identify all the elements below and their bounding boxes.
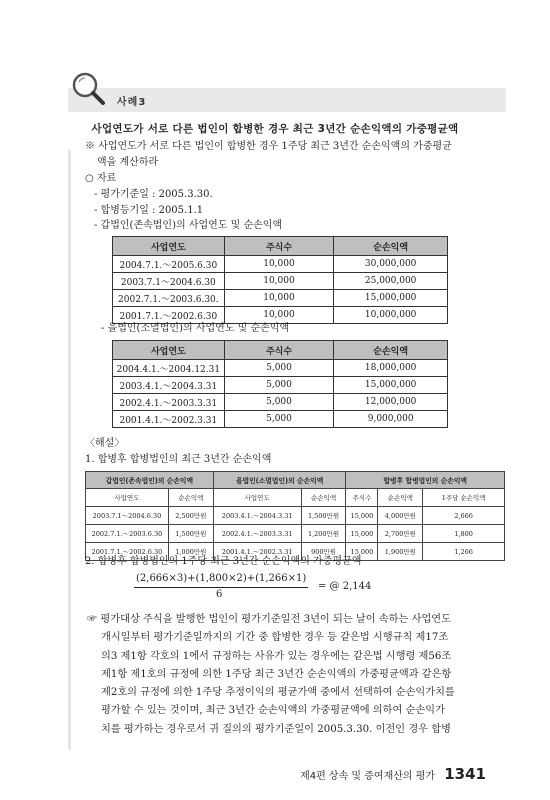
cell: 10,000 bbox=[224, 256, 334, 273]
table-row bbox=[113, 411, 448, 428]
note-line: 평가할 수 있는 것이며, 최근 3년간 순손익액의 가중평균액에 의하여 순손익가 bbox=[101, 705, 445, 717]
cell: 5,000 bbox=[224, 411, 334, 428]
table-row bbox=[86, 525, 505, 543]
cell: 2001.7.1.～2002.6.30 bbox=[113, 307, 225, 324]
cell: 1,500만원 bbox=[168, 525, 213, 543]
data-heading: ○ 자료 bbox=[85, 173, 117, 184]
cell: 2002.4.1.～2003.3.31 bbox=[213, 525, 301, 543]
case-label: 사례3 bbox=[117, 97, 147, 108]
margin-strip bbox=[68, 150, 71, 750]
page-footer bbox=[300, 765, 486, 783]
formula-denominator: 6 bbox=[216, 589, 223, 600]
cell: 10,000 bbox=[224, 273, 334, 290]
group-header-corp-a: 갑법인(존속법인)의 순손익액 bbox=[86, 472, 214, 489]
table-header-row bbox=[113, 237, 448, 256]
cell: 2003.7.1～2004.6.30 bbox=[86, 507, 169, 525]
group-header-merged: 합병후 합병법인의 순손익액 bbox=[346, 472, 505, 489]
cell: 2,666 bbox=[423, 507, 505, 525]
note-line: 제1항 제1호의 규정에 의한 1주당 최근 3년간 순손익액의 가중평균액과 같은항 bbox=[101, 668, 452, 680]
cell: 18,000,000 bbox=[334, 360, 448, 377]
step-2-heading: 2. 합병후 합병법인의 1주당 최근 3년간 순손익액의 가중평균액 bbox=[85, 556, 362, 567]
merge-date: - 합병등기일 : 2005.1.1 bbox=[94, 205, 204, 216]
cell: 5,000 bbox=[224, 360, 334, 377]
sub-header: 1주당 순손익액 bbox=[423, 489, 505, 507]
footer-section-title: 제4편 상속 및 증여재산의 평가 bbox=[300, 771, 436, 782]
cell: 2003.4.1.～2004.3.31 bbox=[213, 507, 301, 525]
header-fiscal-year: 사업연도 bbox=[113, 237, 225, 256]
note-line: 제2호의 규정에 의한 1주당 추정이익의 평균가액 중에서 선택하여 순손익가치를 bbox=[101, 687, 455, 699]
table-row bbox=[113, 256, 448, 273]
cell: 2003.7.1～2004.6.30 bbox=[113, 273, 225, 290]
cell: 2004.7.1.～2005.6.30 bbox=[113, 256, 225, 273]
note-paragraph bbox=[87, 611, 507, 739]
cell: 15,000 bbox=[346, 507, 378, 525]
cell: 2001.4.1.～2002.3.31 bbox=[113, 411, 225, 428]
sub-header: 순손익액 bbox=[168, 489, 213, 507]
cell: 15,000 bbox=[346, 543, 378, 561]
corp-a-table bbox=[112, 236, 448, 324]
cell: 2001.7.1.～2002.6.30 bbox=[86, 543, 169, 561]
cell: 1,200만원 bbox=[301, 525, 346, 543]
note-line: 개시일부터 평가기준일까지의 기간 중 합병한 경우 등 같은법 시행규칙 제17조 bbox=[101, 632, 449, 644]
group-header-row bbox=[86, 472, 505, 489]
table-header-row bbox=[113, 341, 448, 360]
formula-numerator: (2,666×3)+(1,800×2)+(1,266×1) bbox=[136, 573, 307, 584]
page-title: 사업연도가 서로 다른 법인이 합병한 경우 최근 3년간 순손익액의 가중평균액 bbox=[91, 123, 459, 135]
header-net-income: 순손익액 bbox=[334, 341, 448, 360]
table-row bbox=[113, 394, 448, 411]
sub-header: 사업연도 bbox=[86, 489, 169, 507]
question-mark: ※ bbox=[85, 141, 95, 152]
sub-header-row bbox=[86, 489, 505, 507]
cell: 5,000 bbox=[224, 394, 334, 411]
note-line: ☞ 평가대상 주식을 발행한 법인이 평가기준일전 3년이 되는 날이 속하는 사업연도 bbox=[87, 614, 451, 625]
cell: 12,000,000 bbox=[334, 394, 448, 411]
cell: 30,000,000 bbox=[334, 256, 448, 273]
table-row bbox=[113, 273, 448, 290]
cell: 1,000만원 bbox=[168, 543, 213, 561]
cell: 2004.4.1.～2004.12.31 bbox=[113, 360, 225, 377]
corp-b-heading: - 을법인(소멸법인)의 사업연도 및 순손익액 bbox=[101, 323, 290, 334]
table-row bbox=[113, 377, 448, 394]
formula-result: = @ 2,144 bbox=[318, 581, 372, 592]
cell: 1,900만원 bbox=[378, 543, 423, 561]
sub-header: 사업연도 bbox=[213, 489, 301, 507]
note-line: 치를 평가하는 경우로서 귀 질의의 평가기준일이 2005.3.30. 이전인 경우 합병 bbox=[101, 723, 451, 735]
cell: 15,000,000 bbox=[334, 377, 448, 394]
step-1-heading: 1. 합병후 합병법인의 최근 3년간 순손익액 bbox=[85, 454, 272, 465]
header-shares: 주식수 bbox=[224, 237, 334, 256]
cell: 2,700만원 bbox=[378, 525, 423, 543]
corp-b-table bbox=[112, 340, 448, 428]
table-row bbox=[113, 290, 448, 307]
corp-a-heading: - 갑법인(존속법인)의 사업연도 및 순손익액 bbox=[94, 220, 283, 231]
formula-fraction-bar bbox=[134, 587, 308, 588]
cell: 2002.7.1.～2003.6.30 bbox=[86, 525, 169, 543]
cell: 1,266 bbox=[423, 543, 505, 561]
cell: 10,000 bbox=[224, 307, 334, 324]
header-fiscal-year: 사업연도 bbox=[113, 341, 225, 360]
eval-date: - 평가기준일 : 2005.3.30. bbox=[94, 189, 213, 200]
cell: 25,000,000 bbox=[334, 273, 448, 290]
cell: 5,000 bbox=[224, 377, 334, 394]
cell: 2002.7.1.～2003.6.30. bbox=[113, 290, 225, 307]
table-row bbox=[113, 307, 448, 324]
sub-header: 순손익액 bbox=[378, 489, 423, 507]
group-header-corp-b: 을법인(소멸법인)의 순손익액 bbox=[213, 472, 346, 489]
cell: 9,000,000 bbox=[334, 411, 448, 428]
cell: 2003.4.1.～2004.3.31 bbox=[113, 377, 225, 394]
magnifier-icon bbox=[70, 70, 110, 110]
question-line-1 bbox=[85, 140, 452, 154]
cell: 10,000 bbox=[224, 290, 334, 307]
sub-header: 주식수 bbox=[346, 489, 378, 507]
header-shares: 주식수 bbox=[224, 341, 334, 360]
table-row bbox=[113, 360, 448, 377]
cell: 10,000,000 bbox=[334, 307, 448, 324]
note-line: 의3 제1항 각호의 1에서 규정하는 사유가 있는 경우에는 같은법 시행령 제56조 bbox=[101, 650, 452, 662]
cell: 2001.4.1.～2002.3.31 bbox=[213, 543, 301, 561]
summary-table bbox=[85, 471, 505, 561]
cell: 4,000만원 bbox=[378, 507, 423, 525]
page-number: 1341 bbox=[444, 765, 486, 783]
solution-label: 〈해설〉 bbox=[85, 438, 125, 449]
question-text: 사업연도가 서로 다른 법인이 합병한 경우 1주당 최근 3년간 순손익액의 가중평균 bbox=[98, 141, 452, 152]
sub-header: 순손익액 bbox=[301, 489, 346, 507]
header-net-income: 순손익액 bbox=[334, 237, 448, 256]
question-line-2: 액을 계산하라 bbox=[97, 157, 159, 168]
cell: 15,000 bbox=[346, 525, 378, 543]
cell: 900만원 bbox=[301, 543, 346, 561]
cell: 2,500만원 bbox=[168, 507, 213, 525]
table-row bbox=[86, 507, 505, 525]
cell: 2002.4.1.～2003.3.31 bbox=[113, 394, 225, 411]
cell: 15,000,000 bbox=[334, 290, 448, 307]
cell: 1,500만원 bbox=[301, 507, 346, 525]
cell: 1,800 bbox=[423, 525, 505, 543]
